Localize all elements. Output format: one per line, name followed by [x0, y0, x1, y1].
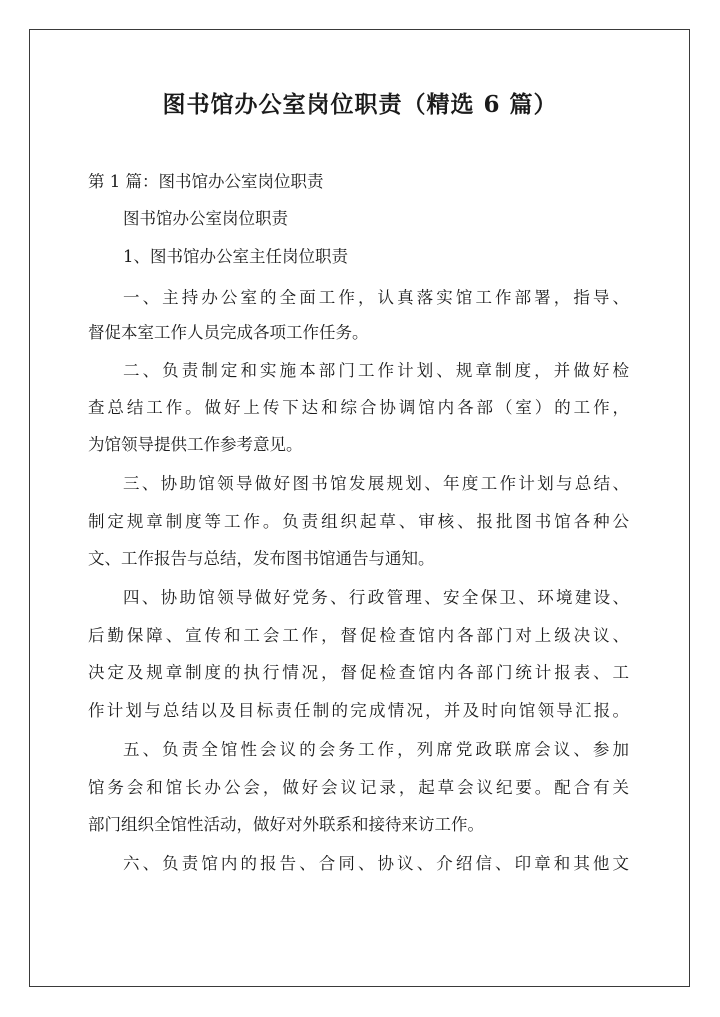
paragraph-1-line-1: 一、主持办公室的全面工作，认真落实馆工作部署，指导、 — [123, 288, 629, 307]
paragraph-5-line-1: 五、负责全馆性会议的会务工作，列席党政联席会议、参加 — [123, 740, 629, 759]
paragraph-4-line-4: 作计划与总结以及目标责任制的完成情况，并及时向馆领导汇报。 — [88, 701, 629, 720]
item-heading: 1、图书馆办公室主任岗位职责 — [123, 247, 348, 266]
paragraph-3-line-2: 制定规章制度等工作。负责组织起草、审核、报批图书馆各种公 — [88, 512, 629, 531]
paragraph-2-line-2: 查总结工作。做好上传下达和综合协调馆内各部（室）的工作， — [88, 398, 629, 417]
paragraph-2-line-1: 二、负责制定和实施本部门工作计划、规章制度，并做好检 — [123, 361, 629, 380]
paragraph-3-line-3: 文、工作报告与总结，发布图书馆通告与通知。 — [88, 549, 435, 568]
section-heading: 第 1 篇：图书馆办公室岗位职责 — [88, 172, 324, 191]
paragraph-3-line-1: 三、协助馆领导做好图书馆发展规划、年度工作计划与总结、 — [123, 474, 629, 493]
paragraph-2-line-3: 为馆领导提供工作参考意见。 — [88, 435, 303, 454]
paragraph-5-line-2: 馆务会和馆长办公会，做好会议记录，起草会议纪要。配合有关 — [88, 778, 629, 797]
paragraph-4-line-3: 决定及规章制度的执行情况，督促检查馆内各部门统计报表、工 — [88, 663, 629, 682]
paragraph-5-line-3: 部门组织全馆性活动，做好对外联系和接待来访工作。 — [88, 815, 484, 834]
paragraph-6-line-1: 六、负责馆内的报告、合同、协议、介绍信、印章和其他文 — [123, 854, 629, 873]
document-title: 图书馆办公室岗位职责（精选 6 篇） — [162, 91, 558, 118]
subtitle: 图书馆办公室岗位职责 — [123, 209, 288, 228]
paragraph-4-line-2: 后勤保障、宣传和工会工作，督促检查馆内各部门对上级决议、 — [88, 626, 629, 645]
paragraph-1-line-2: 督促本室工作人员完成各项工作任务。 — [88, 323, 369, 342]
paragraph-4-line-1: 四、协助馆领导做好党务、行政管理、安全保卫、环境建设、 — [123, 588, 629, 607]
